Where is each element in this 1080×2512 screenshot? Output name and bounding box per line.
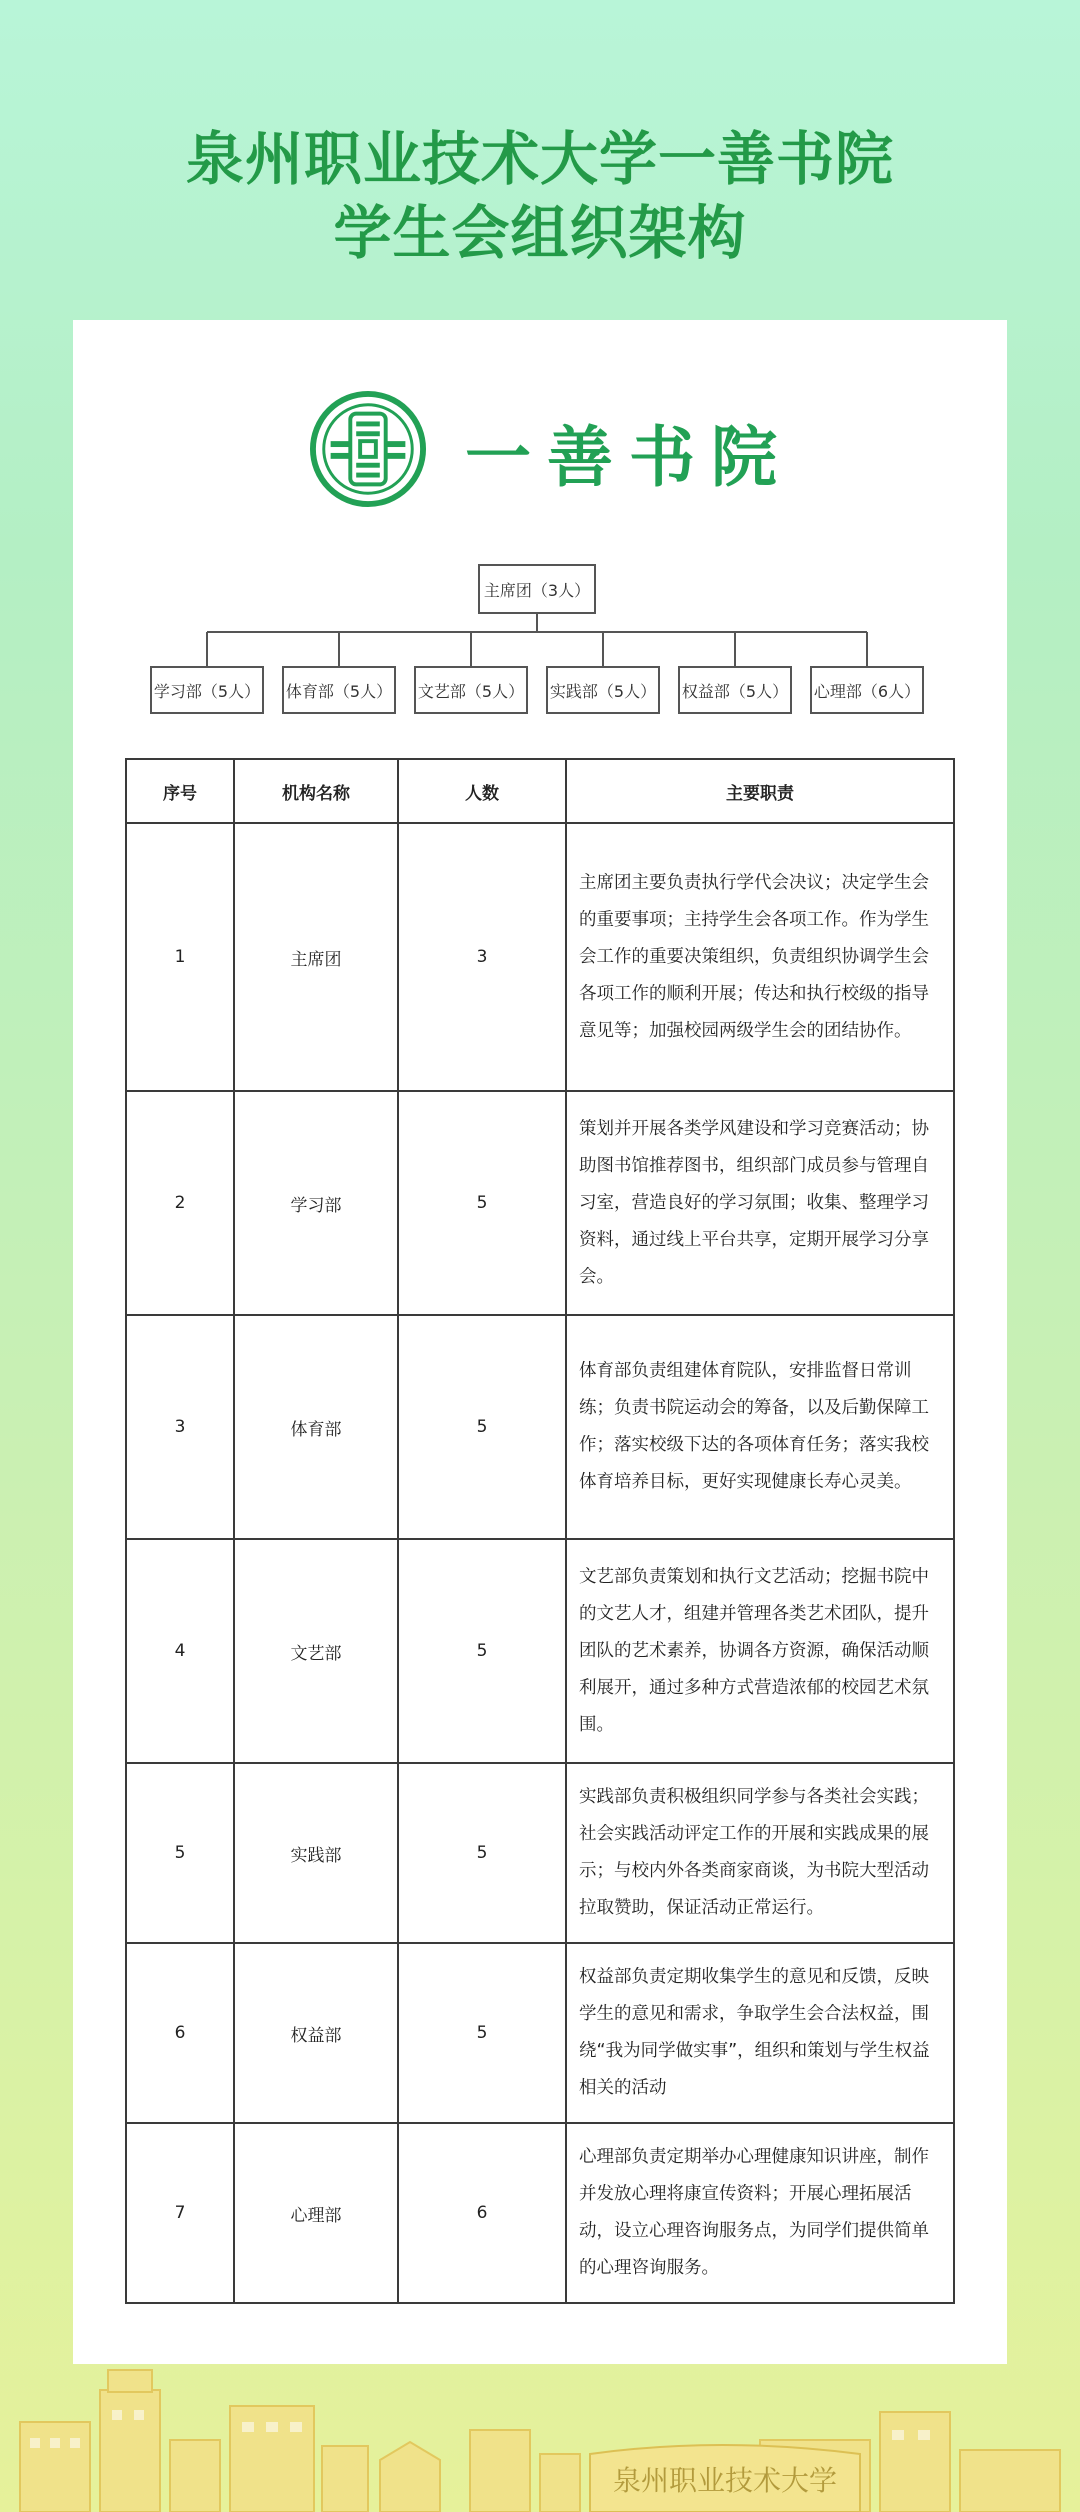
cell-count: 6 <box>398 2123 566 2303</box>
table-row <box>126 1943 954 2123</box>
cell-duty: 体育部负责组建体育院队，安排监督日常训练；负责书院运动会的筹备，以及后勤保障工作；落实校级下达的各项体育任务；落实我校体育培养目标，更好实现健康长寿心灵美。 <box>566 1315 954 1539</box>
cell-count: 5 <box>398 1539 566 1763</box>
logo-text: 一善书院 <box>465 418 793 496</box>
cell-count: 3 <box>398 823 566 1091</box>
header-name: 机构名称 <box>234 759 398 823</box>
cell-duty: 主席团主要负责执行学代会决议；决定学生会的重要事项；主持学生会各项工作。作为学生会工作的重要决策组织，负责组织协调学生会各项工作的顺利开展；传达和执行校级的指导意见等；加强校园两级学生会的团结协作。 <box>566 823 954 1091</box>
table-header-row <box>126 759 954 823</box>
org-dept-psychology: 心理部（6人） <box>810 666 924 714</box>
org-dept-sports: 体育部（5人） <box>282 666 396 714</box>
org-dept-arts: 文艺部（5人） <box>414 666 528 714</box>
cell-no: 3 <box>126 1315 234 1539</box>
footer-banner-text: 泉州职业技术大学 <box>612 2464 838 2497</box>
org-dept-rights: 权益部（5人） <box>678 666 792 714</box>
header-count: 人数 <box>398 759 566 823</box>
cell-duty: 文艺部负责策划和执行文艺活动；挖掘书院中的文艺人才，组建并管理各类艺术团队，提升团队的艺术素养，协调各方资源，确保活动顺利展开，通过多种方式营造浓郁的校园艺术氛围。 <box>566 1539 954 1763</box>
org-dept-practice: 实践部（5人） <box>546 666 660 714</box>
cell-no: 4 <box>126 1539 234 1763</box>
cell-duty: 策划并开展各类学风建设和学习竞赛活动；协助图书馆推荐图书，组织部门成员参与管理自习室，营造良好的学习氛围；收集、整理学习资料，通过线上平台共享，定期开展学习分享会。 <box>566 1091 954 1315</box>
page-title-line1: 泉州职业技术大学一善书院 <box>185 125 894 193</box>
campus-skyline-illustration <box>0 2350 1080 2512</box>
cell-name: 主席团 <box>234 823 398 1091</box>
cell-name: 权益部 <box>234 1943 398 2123</box>
cell-no: 6 <box>126 1943 234 2123</box>
cell-no: 7 <box>126 2123 234 2303</box>
cell-no: 1 <box>126 823 234 1091</box>
table-row <box>126 1539 954 1763</box>
table-row <box>126 2123 954 2303</box>
table-row <box>126 1091 954 1315</box>
table-row <box>126 1763 954 1943</box>
table-row <box>126 1315 954 1539</box>
cell-name: 体育部 <box>234 1315 398 1539</box>
cell-no: 5 <box>126 1763 234 1943</box>
cell-no: 2 <box>126 1091 234 1315</box>
cell-duty: 实践部负责积极组织同学参与各类社会实践；社会实践活动评定工作的开展和实践成果的展示；与校内外各类商家商谈，为书院大型活动拉取赞助，保证活动正常运行。 <box>566 1763 954 1943</box>
cell-name: 文艺部 <box>234 1539 398 1763</box>
duties-table <box>125 758 955 2304</box>
cell-count: 5 <box>398 1943 566 2123</box>
cell-name: 学习部 <box>234 1091 398 1315</box>
table-row <box>126 823 954 1091</box>
cell-count: 5 <box>398 1763 566 1943</box>
cell-name: 心理部 <box>234 2123 398 2303</box>
cell-name: 实践部 <box>234 1763 398 1943</box>
cell-duty: 权益部负责定期收集学生的意见和反馈，反映学生的意见和需求，争取学生会合法权益，围绕“我为同学做实事”，组织和策划与学生权益相关的活动 <box>566 1943 954 2123</box>
cell-count: 5 <box>398 1091 566 1315</box>
cell-count: 5 <box>398 1315 566 1539</box>
header-no: 序号 <box>126 759 234 823</box>
cell-duty: 心理部负责定期举办心理健康知识讲座，制作并发放心理将康宣传资料；开展心理拓展活动，设立心理咨询服务点，为同学们提供简单的心理咨询服务。 <box>566 2123 954 2303</box>
org-root-presidium: 主席团（3人） <box>478 564 596 614</box>
header-duty: 主要职责 <box>566 759 954 823</box>
org-dept-study: 学习部（5人） <box>150 666 264 714</box>
page-title-line2: 学生会组织架构 <box>333 199 747 267</box>
content-card <box>73 320 1007 2364</box>
